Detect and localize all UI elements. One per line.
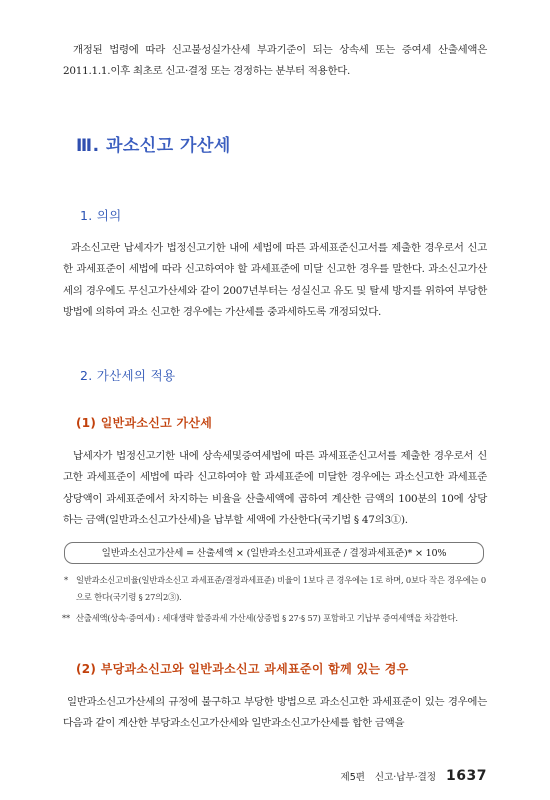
section-heading-purpose: 1. 의의 — [80, 208, 122, 223]
subsection-heading-general: (1) 일반과소신고 가산세 — [76, 416, 213, 430]
page-footer — [341, 768, 487, 784]
section-heading-application: 2. 가산세의 적용 — [80, 368, 176, 383]
footnote-tax — [62, 610, 488, 627]
footer-title: 신고·납부·결정 — [374, 772, 437, 783]
footnote-marker: * — [64, 575, 68, 585]
chapter-heading — [76, 131, 231, 156]
footer-part: 제5편 — [340, 772, 365, 783]
general-paragraph: 납세자가 법정신고기한 내에 상속세및증여세법에 따른 과세표준신고서를 제출한 경우로서 신고한 과세표준이 세법에 따라 신고하여야 할 과세표준에 미달한 경우에는 과소신고한 과세표준 상당액이 과세표준에서 차지하는 비율을 산출세액에 곱하여 계산한 금액의 100분의 10에 상당하는 금액(일반과소신고가산세)을 납부할 세액에 가산한다(국기법 § 47의3①). — [63, 450, 487, 527]
page-number: 1637 — [446, 768, 487, 784]
subsection-heading-mixed: (2) 부당과소신고와 일반과소신고 과세표준이 함께 있는 경우 — [76, 662, 409, 676]
footnote-text: 일반과소신고비율(일반과소신고 과세표준/결정과세표준) 비율이 1보다 큰 경우에는 1로 하며, 0보다 작은 경우에는 0으로 한다(국기령 § 27의2③). — [76, 575, 486, 602]
purpose-paragraph: 과소신고란 납세자가 법정신고기한 내에 세법에 따른 과세표준신고서를 제출한 경우로서 신고한 과세표준이 세법에 따라 신고하여야 할 과세표준에 미달 신고한 경우를 말한다. 과소신고가산세의 경우에도 무신고가산세와 같이 2007년부터는 성실신고 유도 및 탈세 방지를 위하여 부당한 방법에 의하여 과소 신고한 경우에는 가산세를 중과세하도록 개정되었다. — [63, 242, 487, 319]
chapter-title: 과소신고 가산세 — [105, 136, 231, 156]
mixed-paragraph: 일반과소신고가산세의 규정에 불구하고 부당한 방법으로 과소신고한 과세표준이 있는 경우에는 다음과 같이 계산한 부당과소신고가산세와 일반과소신고가산세를 합한 금액을 — [63, 696, 487, 730]
footnote-text: 산출세액(상속·증여세) : 세대생략 할증과세 가산세(상증법 § 27·§ 57) 포함하고 기납부 증여세액을 차감한다. — [76, 613, 458, 623]
footnote-ratio — [64, 572, 488, 606]
intro-paragraph: 개정된 법령에 따라 신고불성실가산세 부과기준이 되는 상속세 또는 증여세 산출세액은 2011.1.1.이후 최초로 신고·결정 또는 경정하는 분부터 적용한다. — [63, 44, 487, 78]
footnote-marker: ** — [62, 613, 70, 623]
formula-box: 일반과소신고가산세 = 산출세액 × (일반과소신고과세표준 / 결정과세표준)* × 10% — [64, 542, 484, 564]
chapter-number: Ⅲ. — [76, 136, 100, 156]
